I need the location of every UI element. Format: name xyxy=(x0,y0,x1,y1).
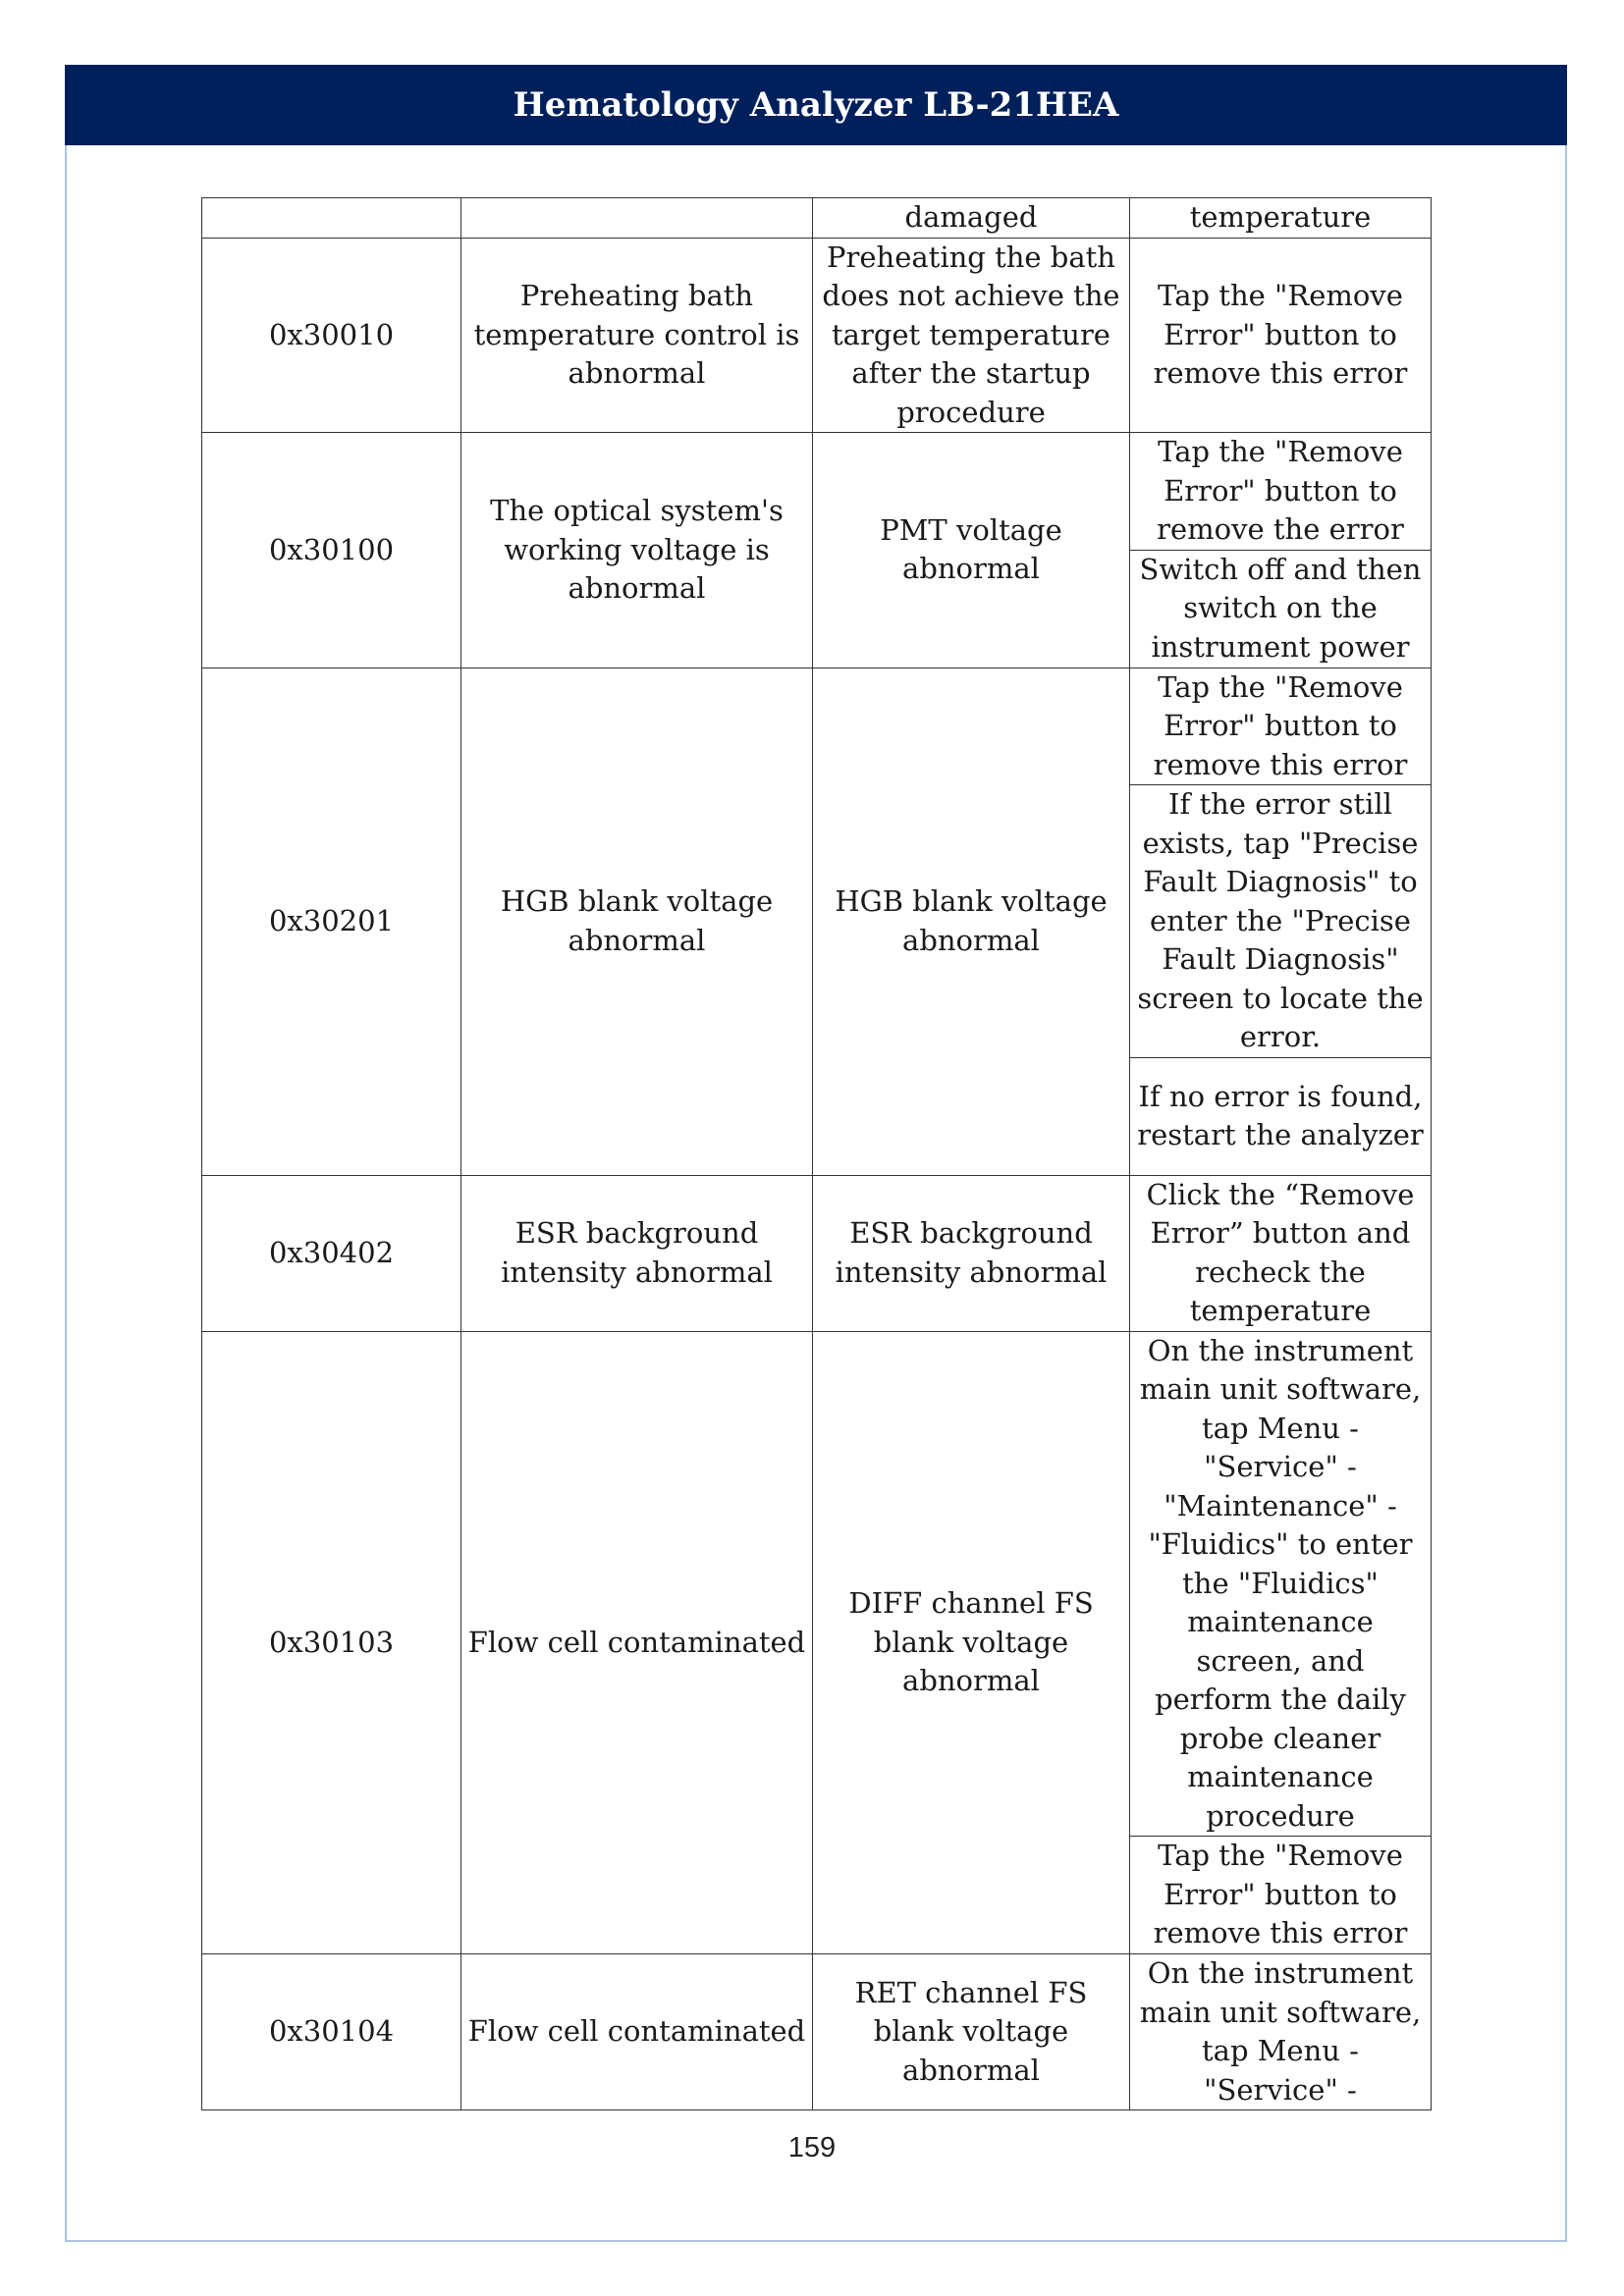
error-cause: PMT voltage abnormal xyxy=(813,433,1130,668)
error-name: Flow cell contaminated xyxy=(461,1331,813,1954)
error-action: On the instrument main unit software, tap Menu - "Service" - "Maintenance" - "Fluidics" to enter the "Fluidics" maintenance screen, and perform the daily probe cleaner maintenance procedure xyxy=(1130,1331,1432,1837)
error-table xyxy=(201,197,1432,2110)
error-action: Switch off and then switch on the instrument power xyxy=(1130,550,1432,667)
error-code: 0x30402 xyxy=(202,1175,461,1331)
table-row xyxy=(202,1331,1432,1837)
error-name: Flow cell contaminated xyxy=(461,1954,813,2110)
error-action: Tap the "Remove Error" button to remove this error xyxy=(1130,1837,1432,1954)
error-cause: ESR background intensity abnormal xyxy=(813,1175,1130,1331)
error-action: Tap the "Remove Error" button to remove this error xyxy=(1130,238,1432,433)
table-cell xyxy=(202,198,461,239)
error-code: 0x30103 xyxy=(202,1331,461,1954)
error-code: 0x30104 xyxy=(202,1954,461,2110)
error-action: If the error still exists, tap "Precise Fault Diagnosis" to enter the "Precise Fault Diagnosis" screen to locate the error. xyxy=(1130,785,1432,1058)
error-name: HGB blank voltage abnormal xyxy=(461,667,813,1175)
table-row xyxy=(202,1175,1432,1331)
header-title: Hematology Analyzer LB-21HEA xyxy=(513,85,1119,125)
table-cell: temperature xyxy=(1130,198,1432,239)
error-cause: Preheating the bath does not achieve the target temperature after the startup procedure xyxy=(813,238,1130,433)
error-cause: DIFF channel FS blank voltage abnormal xyxy=(813,1331,1130,1954)
error-action: If no error is found, restart the analyzer xyxy=(1130,1057,1432,1175)
page-header xyxy=(65,65,1567,145)
page-number: 159 xyxy=(787,2132,837,2163)
error-code: 0x30201 xyxy=(202,667,461,1175)
table-row xyxy=(202,1954,1432,2110)
error-name: ESR background intensity abnormal xyxy=(461,1175,813,1331)
error-cause: RET channel FS blank voltage abnormal xyxy=(813,1954,1130,2110)
error-action: Tap the "Remove Error" button to remove this error xyxy=(1130,667,1432,785)
error-name: Preheating bath temperature control is abnormal xyxy=(461,238,813,433)
table-row xyxy=(202,238,1432,433)
error-cause: HGB blank voltage abnormal xyxy=(813,667,1130,1175)
table-row xyxy=(202,433,1432,551)
table-cell xyxy=(461,198,813,239)
error-action: Tap the "Remove Error" button to remove the error xyxy=(1130,433,1432,551)
table-row xyxy=(202,198,1432,239)
error-name: The optical system's working voltage is abnormal xyxy=(461,433,813,668)
error-action: On the instrument main unit software, tap Menu - "Service" - xyxy=(1130,1954,1432,2110)
error-code: 0x30100 xyxy=(202,433,461,668)
error-action: Click the “Remove Error” button and recheck the temperature xyxy=(1130,1175,1432,1331)
error-code: 0x30010 xyxy=(202,238,461,433)
table-cell: damaged xyxy=(813,198,1130,239)
table-row xyxy=(202,667,1432,785)
